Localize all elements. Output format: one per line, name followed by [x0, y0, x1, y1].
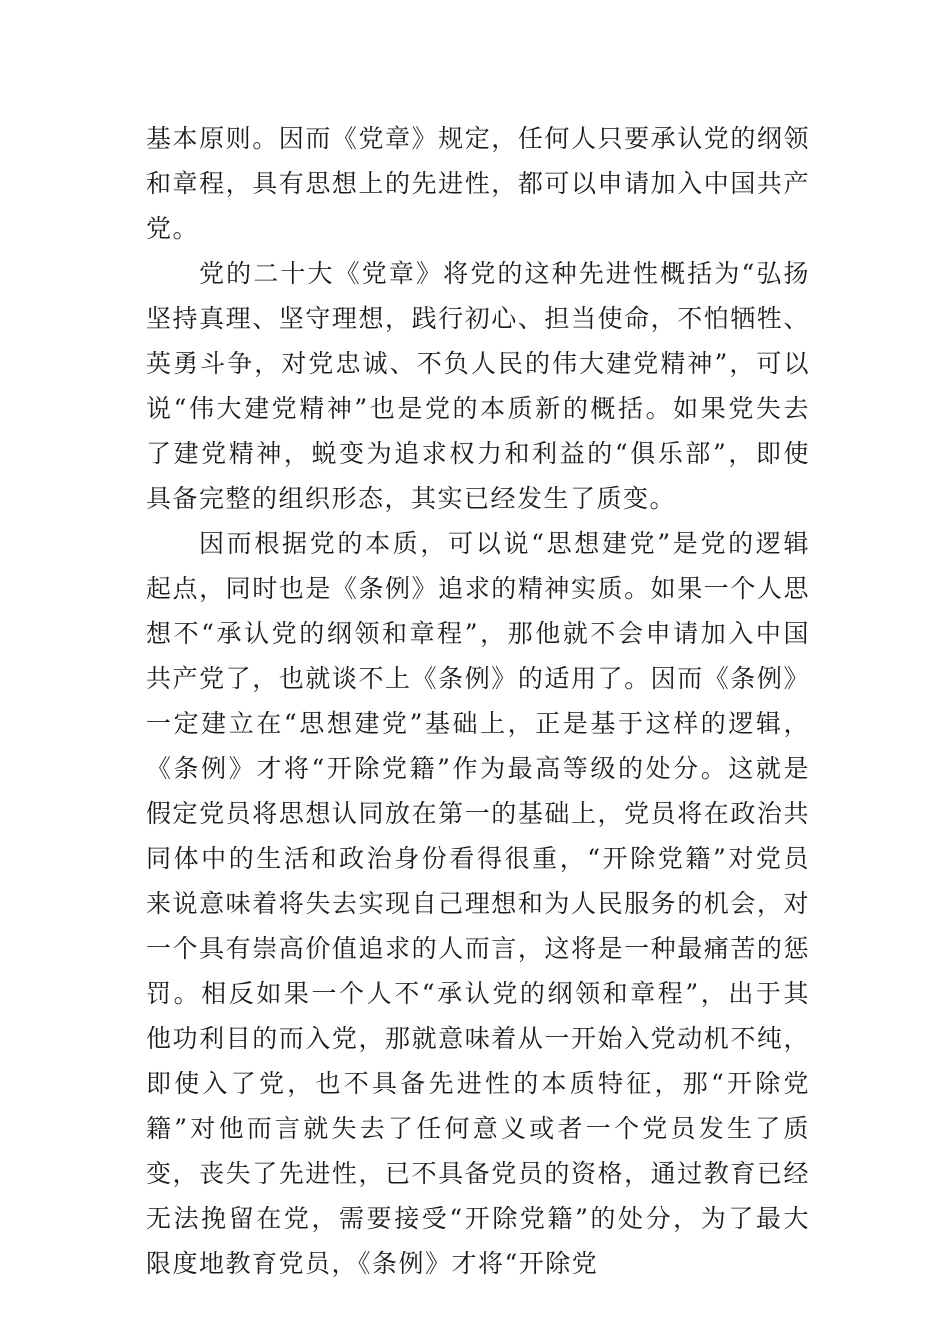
paragraph-3: 因而根据党的本质，可以说“思想建党”是党的逻辑起点，同时也是《条例》追求的精神实质。如果一个人思想不“承认党的纲领和章程”，那他就不会申请加入中国共产党了，也就谈不上《条例》的适用了。因而《条例》一定建立在“思想建党”基础上，正是基于这样的逻辑，《条例》才将“开除党籍”作为最高等级的处分。这就是假定党员将思想认同放在第一的基础上，党员将在政治共同体中的生活和政治身份看得很重，“开除党籍”对党员来说意味着将失去实现自己理想和为人民服务的机会，对一个具有崇高价值追求的人而言，这将是一种最痛苦的惩罚。相反如果一个人不“承认党的纲领和章程”，出于其他功利目的而入党，那就意味着从一开始入党动机不纯，即使入了党，也不具备先进性的本质特征，那“开除党籍”对他而言就失去了任何意义或者一个党员发生了质变，丧失了先进性，已不具备党员的资格，通过教育已经无法挽留在党，需要接受“开除党籍”的处分，为了最大限度地教育党员，《条例》才将“开除党	[146, 529, 810, 1278]
paragraph-2: 党的二十大《党章》将党的这种先进性概括为“弘扬坚持真理、坚守理想，践行初心、担当使命，不怕牺牲、英勇斗争，对党忠诚、不负人民的伟大建党精神”，可以说“伟大建党精神”也是党的本质新的概括。如果党失去了建党精神，蜕变为追求权力和利益的“俱乐部”，即使具备完整的组织形态，其实已经发生了质变。	[146, 259, 810, 513]
paragraph-1: 基本原则。因而《党章》规定，任何人只要承认党的纲领和章程，具有思想上的先进性，都可以申请加入中国共产党。	[146, 124, 810, 243]
body-text	[146, 116, 810, 1286]
